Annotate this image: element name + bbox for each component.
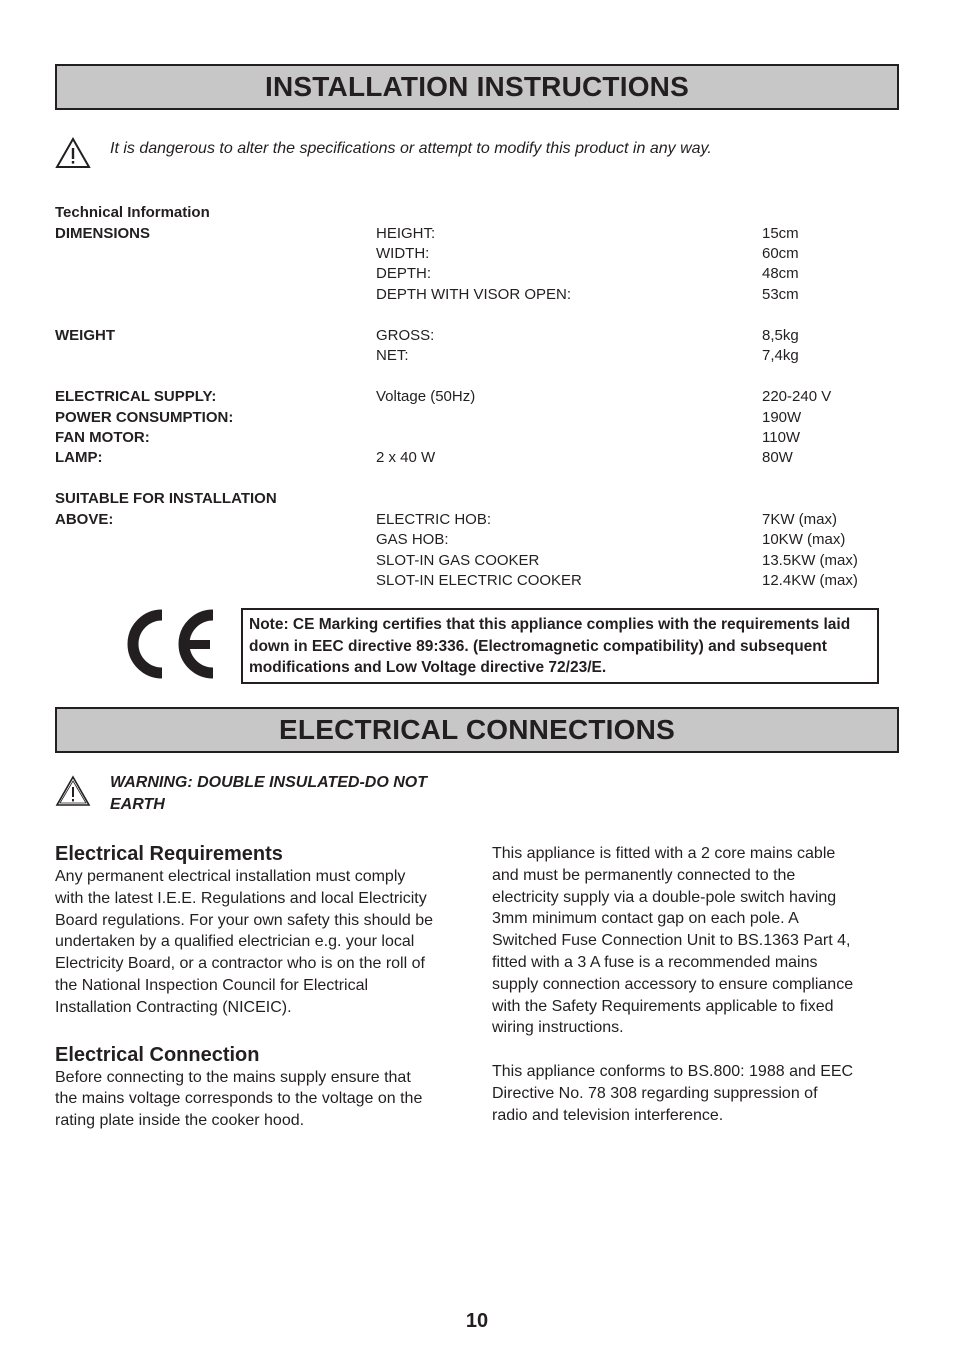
electrical-title: ELECTRICAL CONNECTIONS: [279, 714, 675, 745]
tech-label: ABOVE:: [55, 511, 114, 528]
ce-mark-icon: [118, 608, 218, 680]
tech-value: 110W: [762, 429, 801, 446]
tech-item: ELECTRIC HOB:: [376, 511, 492, 528]
cable-info-paragraph: This appliance is fitted with a 2 core mains cable and must be permanently connected to the electricity supply via a double-pole switch having 3mm minimum contact gap on each pole. A Switched Fuse Connection Unit to BS.1363 Part 4, fitted with a 3 A fuse is a recommended mains supply connection accessory to ensure compliance with the Safety Requirements applicable to fixed wiring instructions.: [492, 845, 854, 1037]
warning-line: WARNING: DOUBLE INSULATED-DO NOT: [110, 774, 428, 791]
tech-item: 2 x 40 W: [376, 449, 436, 466]
tech-value: 7,4kg: [762, 347, 799, 364]
tech-value: 7KW (max): [762, 511, 837, 528]
tech-value: 220-240 V: [762, 388, 832, 405]
electrical-connection-heading: Electrical Connection: [55, 1043, 260, 1066]
tech-label: DIMENSIONS: [55, 225, 151, 242]
tech-label: ELECTRICAL SUPPLY:: [55, 388, 217, 405]
tech-item: Voltage (50Hz): [376, 388, 476, 405]
tech-label: WEIGHT: [55, 327, 115, 344]
tech-item: HEIGHT:: [376, 225, 436, 242]
warning-line: EARTH: [110, 796, 165, 813]
tech-value: 10KW (max): [762, 531, 846, 548]
tech-label: FAN MOTOR:: [55, 429, 150, 446]
installation-banner: [55, 64, 899, 110]
tech-item: GROSS:: [376, 327, 435, 344]
electrical-requirements-heading: Electrical Requirements: [55, 843, 283, 865]
tech-value: 60cm: [762, 245, 799, 262]
tech-label: POWER CONSUMPTION:: [55, 409, 234, 426]
tech-item: GAS HOB:: [376, 531, 449, 548]
electrical-connection-text: Before connecting to the mains supply ensure that the mains voltage corresponds to the voltage on the rating plate inside the cooker hood.: [55, 1068, 423, 1130]
ce-note-box: Note: CE Marking certifies that this appliance complies with the requirements laid down in EEC directive 89:336. (Electromagnetic compatibility) and subsequent modifications and Low Voltage directive 72/23/E.: [241, 608, 879, 684]
tech-value: 8,5kg: [762, 327, 799, 344]
tech-item: DEPTH:: [376, 265, 432, 282]
tech-label: LAMP:: [55, 449, 103, 466]
tech-value: 80W: [762, 449, 793, 466]
tech-item: SLOT-IN GAS COOKER: [376, 552, 540, 569]
page-number: 10: [465, 1310, 489, 1332]
tech-item: WIDTH:: [376, 245, 430, 262]
tech-value: 190W: [762, 409, 802, 426]
left-column: [55, 842, 435, 1132]
warning-triangle-icon: [55, 137, 91, 169]
right-column: [492, 843, 854, 1127]
tech-info-heading: Technical Information: [55, 204, 210, 221]
tech-item: NET:: [376, 347, 409, 364]
tech-item: SLOT-IN ELECTRIC COOKER: [376, 572, 582, 589]
tech-value: 15cm: [762, 225, 799, 242]
electrical-requirements-text: Any permanent electrical installation must comply with the latest I.E.E. Regulations and local Electricity Board regulations. For your own safety this should be undertaken by a qualified electrician e.g. your local Electricity Board, or a contractor who is on the roll of the National Inspection Council for Electrical Installation Contracting (NICEIC).: [55, 868, 433, 1016]
modify-warning-text: It is dangerous to alter the specifications or attempt to modify this product in any way.: [110, 140, 712, 157]
installation-title: INSTALLATION INSTRUCTIONS: [265, 71, 689, 102]
tech-item: DEPTH WITH VISOR OPEN:: [376, 286, 572, 303]
tech-value: 53cm: [762, 286, 799, 303]
double-insulated-warning: [110, 772, 427, 816]
tech-value: 48cm: [762, 265, 799, 282]
conformity-paragraph: This appliance conforms to BS.800: 1988 and EEC Directive No. 78 308 regarding suppression of radio and television interference.: [492, 1063, 854, 1124]
tech-value: 13.5KW (max): [762, 552, 858, 569]
tech-value: 12.4KW (max): [762, 572, 858, 589]
warning-triangle-icon: [55, 775, 91, 807]
tech-label: SUITABLE FOR INSTALLATION: [55, 490, 277, 507]
electrical-banner: [55, 707, 899, 753]
